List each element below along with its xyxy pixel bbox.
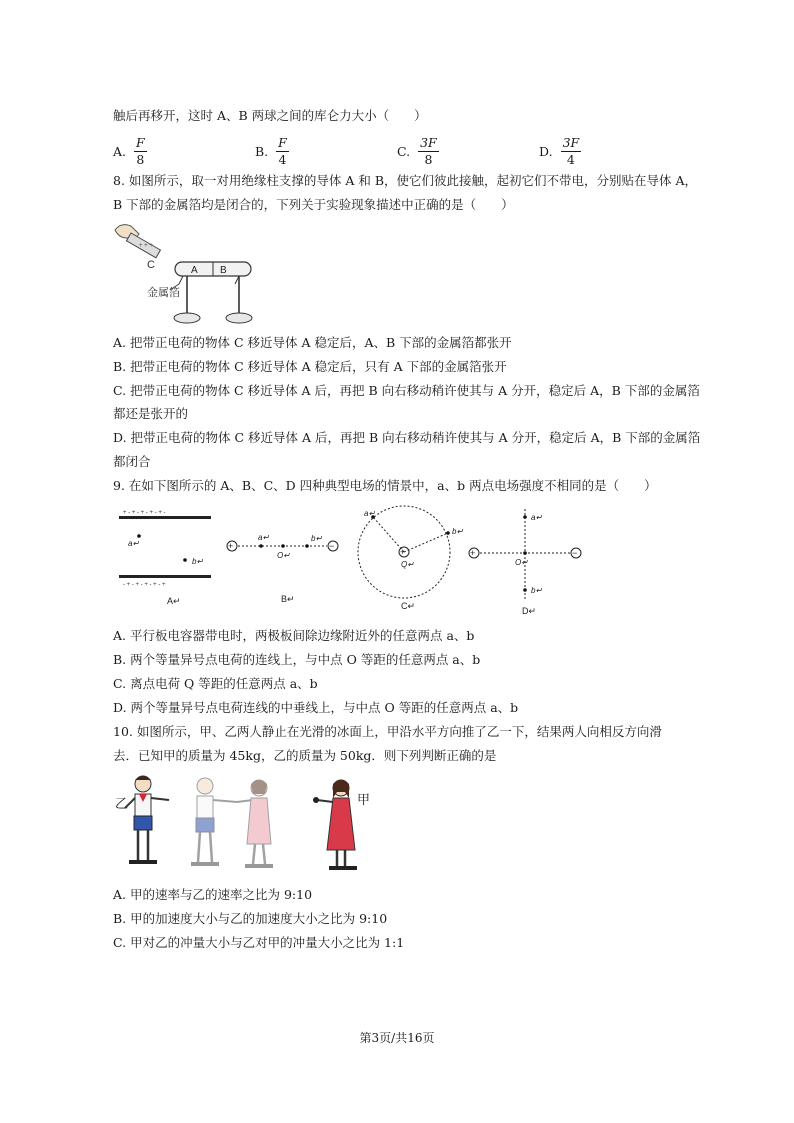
svg-text:a↵: a↵ [258, 533, 270, 542]
q7-options [113, 130, 693, 172]
foil-a [179, 276, 183, 284]
svg-text:b↵: b↵ [452, 527, 464, 536]
svg-text:+: + [228, 541, 234, 551]
q8-option-d-line-2: 都闭合 [113, 454, 151, 469]
q7-option-a: A. $\frac{F}{8}$ [113, 134, 145, 167]
q8-option-c-line-1: C. 把带正电荷的物体 C 移近导体 A 后，再把 B 向右移动稍许使其与 A 分开，稳定后 A，B 下部的金属箔 [113, 383, 700, 398]
label-c: C [147, 259, 155, 271]
field-b-dipole-line [227, 533, 338, 604]
field-c-point-charge [358, 506, 463, 611]
q7-option-a-fraction: $\frac{F}{8}$ [136, 134, 145, 167]
svg-text:+ - + - + - + - + -: + - + - + - + - + - [123, 510, 166, 516]
label-yi: 乙 [115, 796, 129, 811]
q10-option-c: C. 甲对乙的冲量大小与乙对甲的冲量大小之比为 1:1 [113, 935, 405, 950]
q8-option-b: B. 把带正电荷的物体 C 移近导体 A 稳定后，只有 A 下部的金属箔张开 [113, 359, 507, 374]
field-d-dipole-bisector [469, 509, 581, 616]
q8-option-d-line-1: D. 把带正电荷的物体 C 移近导体 A 后，再把 B 向右移动稍许使其与 A 分开，稳定后 A，B 下部的金属箔 [113, 430, 701, 445]
q7-option-b: B. $\frac{F}{4}$ [255, 134, 287, 167]
skater-yi [125, 776, 169, 864]
svg-text:D↵: D↵ [522, 606, 537, 616]
q9-figure-electric-fields [113, 503, 603, 621]
q7-option-b-fraction: $\frac{F}{4}$ [278, 134, 287, 167]
base-a [174, 313, 200, 323]
page-footer: 第3页/共16页 [359, 1031, 435, 1045]
q9-stem: 9. 在如下图所示的 A、B、C、D 四种典型电场的情景中，a、b 两点电场强度不相同的是（ ） [113, 478, 657, 493]
svg-text:A↵: A↵ [167, 596, 181, 606]
svg-text:b↵: b↵ [531, 586, 543, 595]
svg-text:C↵: C↵ [401, 601, 416, 611]
q7-option-d: D. $\frac{3F}{4}$ [539, 134, 580, 167]
svg-text:−: − [572, 548, 578, 558]
label-a: A [191, 265, 198, 276]
base-b [226, 313, 252, 323]
q7-option-c-fraction: $\frac{3F}{8}$ [420, 134, 437, 167]
svg-text:−: − [329, 541, 335, 551]
q9-option-b: B. 两个等量异号点电荷的连线上，与中点 O 等距的任意两点 a、b [113, 652, 481, 667]
svg-text:B↵: B↵ [281, 594, 295, 604]
label-b: B [220, 265, 227, 276]
q8-stem-line-1: 8. 如图所示，取一对用绝缘柱支撑的导体 A 和 B，使它们彼此接触，起初它们不带电，分别贴在导体 A， [113, 173, 698, 188]
q10-figure-skaters [113, 770, 375, 876]
q8-figure-conductors [113, 222, 263, 328]
q7-option-c: C. $\frac{3F}{8}$ [397, 134, 437, 167]
svg-text:a↵: a↵ [128, 539, 140, 548]
svg-text:Q↵: Q↵ [401, 560, 414, 569]
label-jia: 甲 [357, 792, 371, 807]
svg-text:a↵: a↵ [531, 513, 543, 522]
svg-text:O↵: O↵ [515, 558, 528, 567]
svg-text:+ + +: + + + [139, 243, 153, 249]
q10-option-a: A. 甲的速率与乙的速率之比为 9:10 [113, 887, 313, 902]
q7-stem-continuation: 触后再移开，这时 A、B 两球之间的库仑力大小（ ） [113, 108, 427, 123]
q7-option-d-fraction: $\frac{3F}{4}$ [562, 134, 580, 167]
q8-stem-line-2: B 下部的金属箔均是闭合的，下列关于实验现象描述中正确的是（ ） [113, 197, 514, 212]
svg-text:b↵: b↵ [192, 557, 204, 566]
svg-text:- + - + - + - + - +: - + - + - + - + - + [123, 582, 166, 588]
q9-option-d: D. 两个等量异号点电荷连线的中垂线上，与中点 O 等距的任意两点 a、b [113, 700, 519, 715]
q10-stem-line-2: 去．已知甲的质量为 45kg，乙的质量为 50kg．则下列判断正确的是 [113, 748, 497, 763]
svg-text:a↵: a↵ [364, 509, 376, 518]
skater-yi-motion-trace [191, 778, 237, 866]
skater-jia [313, 780, 357, 870]
charged-rod-c [127, 233, 161, 258]
skater-jia-motion-trace [237, 780, 273, 868]
q8-option-c-line-2: 都还是张开的 [113, 406, 189, 421]
field-a-parallel-plates [119, 510, 211, 606]
svg-text:+: + [470, 548, 476, 558]
q9-option-a: A. 平行板电容器带电时，两极板间除边缘附近外的任意两点 a、b [113, 628, 475, 643]
q10-stem-line-1: 10. 如图所示，甲、乙两人静止在光滑的冰面上，甲沿水平方向推了乙一下，结果两人向相反方向滑 [113, 724, 662, 739]
svg-text:+: + [400, 547, 406, 557]
q10-option-b: B. 甲的加速度大小与乙的加速度大小之比为 9:10 [113, 911, 388, 926]
svg-text:b↵: b↵ [311, 534, 323, 543]
q9-option-c: C. 离点电荷 Q 等距的任意两点 a、b [113, 676, 318, 691]
svg-text:O↵: O↵ [277, 551, 290, 560]
q8-option-a: A. 把带正电荷的物体 C 移近导体 A 稳定后，A、B 下部的金属箔都张开 [113, 335, 512, 350]
label-foil: 金属箔 [147, 287, 180, 299]
